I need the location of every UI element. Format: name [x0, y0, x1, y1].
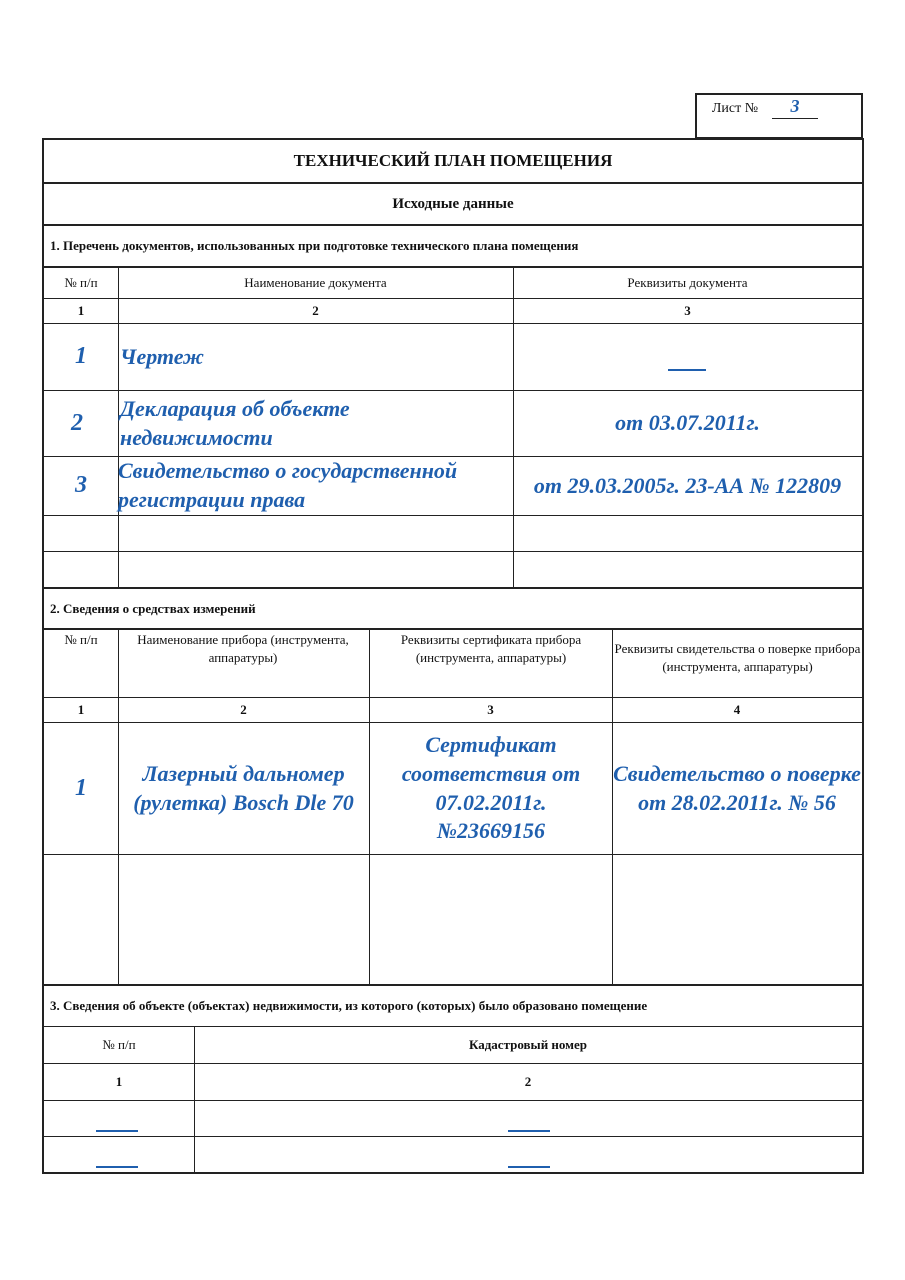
section1-heading: 1. Перечень документов, использованных при подготовке технического плана помещения — [50, 237, 579, 253]
s2-col-name-header: Наименование прибора (инструмента, аппаратуры) — [137, 631, 349, 665]
column-line — [194, 1027, 195, 1172]
s1-col-number: 1 — [77, 302, 85, 318]
s2-col-num-header: № п/п — [64, 631, 98, 647]
s3-empty-cadastral-dash — [508, 1166, 550, 1168]
s2-col-number: 4 — [733, 701, 741, 717]
s2-row-num: 1 — [75, 774, 87, 801]
s3-col-num-header: № п/п — [102, 1036, 136, 1052]
s1-row-name: Чертеж — [120, 343, 204, 369]
s1-col-details-header: Реквизиты документа — [627, 274, 748, 290]
s3-empty-num-dash — [96, 1130, 138, 1132]
s1-col-number: 2 — [312, 302, 319, 318]
divider — [44, 551, 862, 552]
s1-col-name-header: Наименование документа — [244, 274, 387, 290]
s1-row-details — [513, 324, 862, 390]
s1-row-details: от 03.07.2011г. — [615, 410, 760, 436]
sheet-number-label: Лист № — [711, 101, 759, 117]
divider — [44, 587, 862, 589]
section2-heading: 2. Сведения о средствах измерений — [50, 600, 256, 616]
column-line — [369, 629, 370, 984]
divider — [44, 224, 862, 226]
divider — [44, 1100, 862, 1101]
divider — [44, 984, 862, 986]
s2-row-certificate: Сертификат соответствия от 07.02.2011г. №23669156 — [401, 732, 581, 844]
sheet-number-value: 3 — [790, 96, 800, 117]
s1-row-name: Свидетельство о государственной регистрации права — [118, 458, 458, 512]
s3-empty-num-dash — [96, 1166, 138, 1168]
s3-col-number: 1 — [115, 1073, 123, 1089]
divider — [44, 1136, 862, 1137]
section3-heading: 3. Сведения об объекте (объектах) недвижимости, из которого (которых) было образовано помещение — [50, 997, 648, 1013]
s3-col-number: 2 — [524, 1073, 532, 1089]
s2-col-number: 2 — [240, 701, 247, 717]
s1-row-name: Декларация об объекте недвижимости — [120, 395, 350, 450]
s2-row-verification: Свидетельство о поверке от 28.02.2011г. № 56 — [613, 760, 861, 815]
s2-col-number: 3 — [487, 701, 494, 717]
s1-col-number: 3 — [684, 302, 691, 318]
s2-col-number: 1 — [77, 701, 85, 717]
s1-row-num: 3 — [75, 472, 87, 499]
page-title: ТЕХНИЧЕСКИЙ ПЛАН ПОМЕЩЕНИЯ — [293, 151, 613, 171]
sheet-number-underline — [772, 118, 818, 119]
divider — [44, 854, 862, 855]
s2-row-name: Лазерный дальномер (рулетка) Bosch Dle 70 — [133, 760, 354, 815]
s1-col-num-header: № п/п — [64, 274, 98, 290]
s1-row-details: от 29.03.2005г. 23-АА № 122809 — [533, 472, 842, 498]
s1-row-num: 1 — [75, 343, 87, 370]
s2-col-verif-header: Реквизиты свидетельства о поверке прибора (инструмента, аппаратуры) — [614, 640, 861, 674]
s3-empty-cadastral-dash — [508, 1130, 550, 1132]
s1-row-num: 2 — [71, 409, 83, 436]
divider — [44, 515, 862, 516]
page-subtitle: Исходные данные — [392, 195, 514, 212]
s3-col-cadastral-header: Кадастровый номер — [468, 1036, 588, 1052]
s2-col-cert-header: Реквизиты сертификата прибора (инструмента, аппаратуры) — [400, 631, 582, 665]
